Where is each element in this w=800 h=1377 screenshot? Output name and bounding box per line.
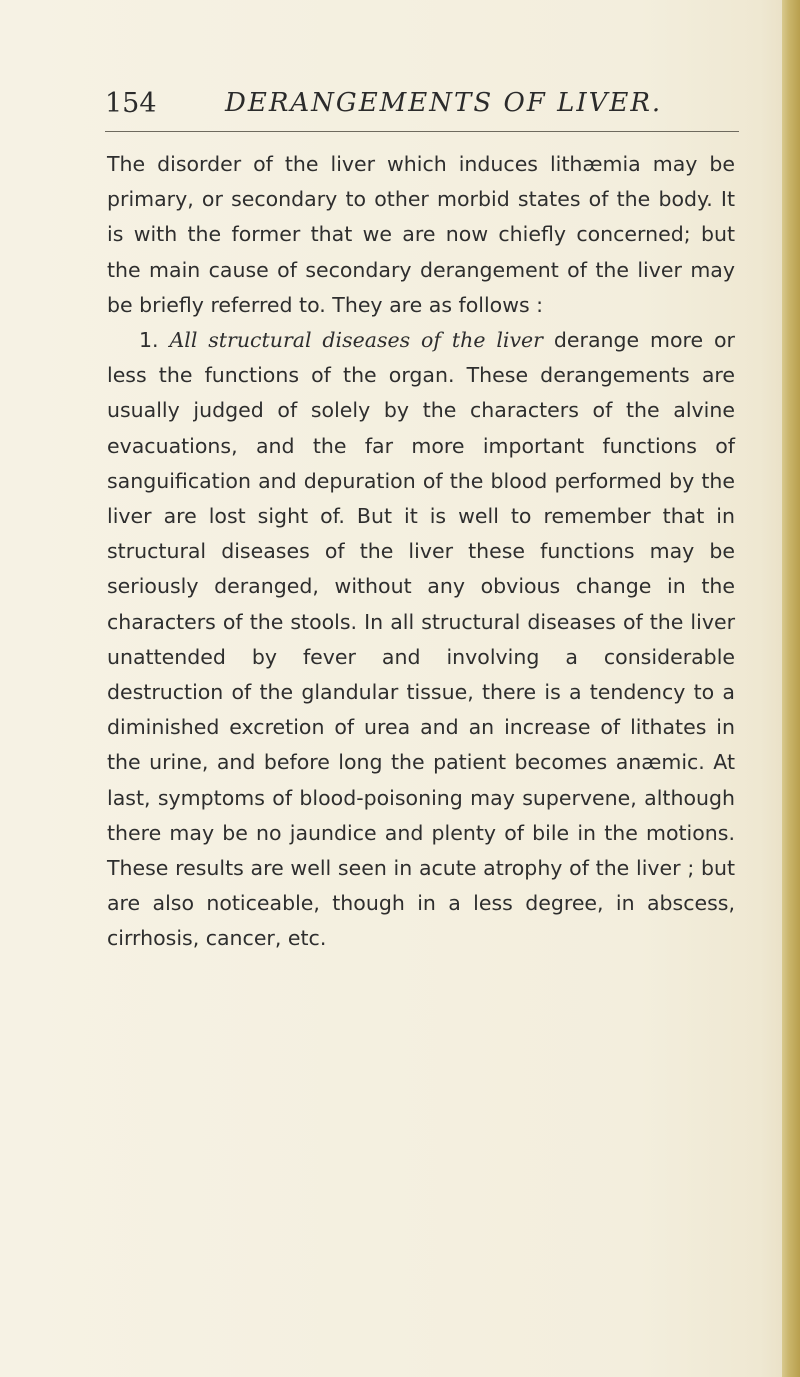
header-rule — [105, 131, 739, 132]
page-number: 154 — [105, 88, 157, 119]
paragraph-text: derange more or less the functions of the organ. These derangements are usually judged of solely by the characters of the alvine evacuations, and the far more important functions of sanguification and depuration of the blood performed by the liver are lost sight of. But it is well to remember that in structural diseases of the liver these functions may be seriously deranged, without any obvious change in the characters of the stools. In all structural diseases of the liver unattended by fever and involving a considerable destruction of the glandular tissue, there is a tendency to a diminished excretion of urea and an increase of lithates in the urine, and before long the patient becomes anæmic. At last, symptoms of blood-poisoning may supervene, although there may be no jaundice and plenty of bile in the motions. These results are well seen in acute atrophy of the liver ; but are also noticeable, though in a less degree, in abscess, cirrhosis, cancer, etc. — [107, 328, 735, 951]
page-edge — [782, 0, 800, 1377]
body-text — [107, 147, 735, 957]
page-header — [105, 88, 745, 132]
list-number: 1. — [139, 328, 159, 353]
emphasis-text: All structural diseases of the liver — [169, 328, 543, 353]
paragraph-intro: The disorder of the liver which induces lithæmia may be primary, or secondary to other morbid states of the body. It is with the former that we are now chiefly concerned; but the main cause of secondary derangement of the liver may be briefly referred to. They are as follows : — [107, 152, 735, 317]
running-head: DERANGEMENTS OF LIVER. — [225, 88, 663, 118]
paragraph-structural-diseases — [107, 323, 735, 957]
